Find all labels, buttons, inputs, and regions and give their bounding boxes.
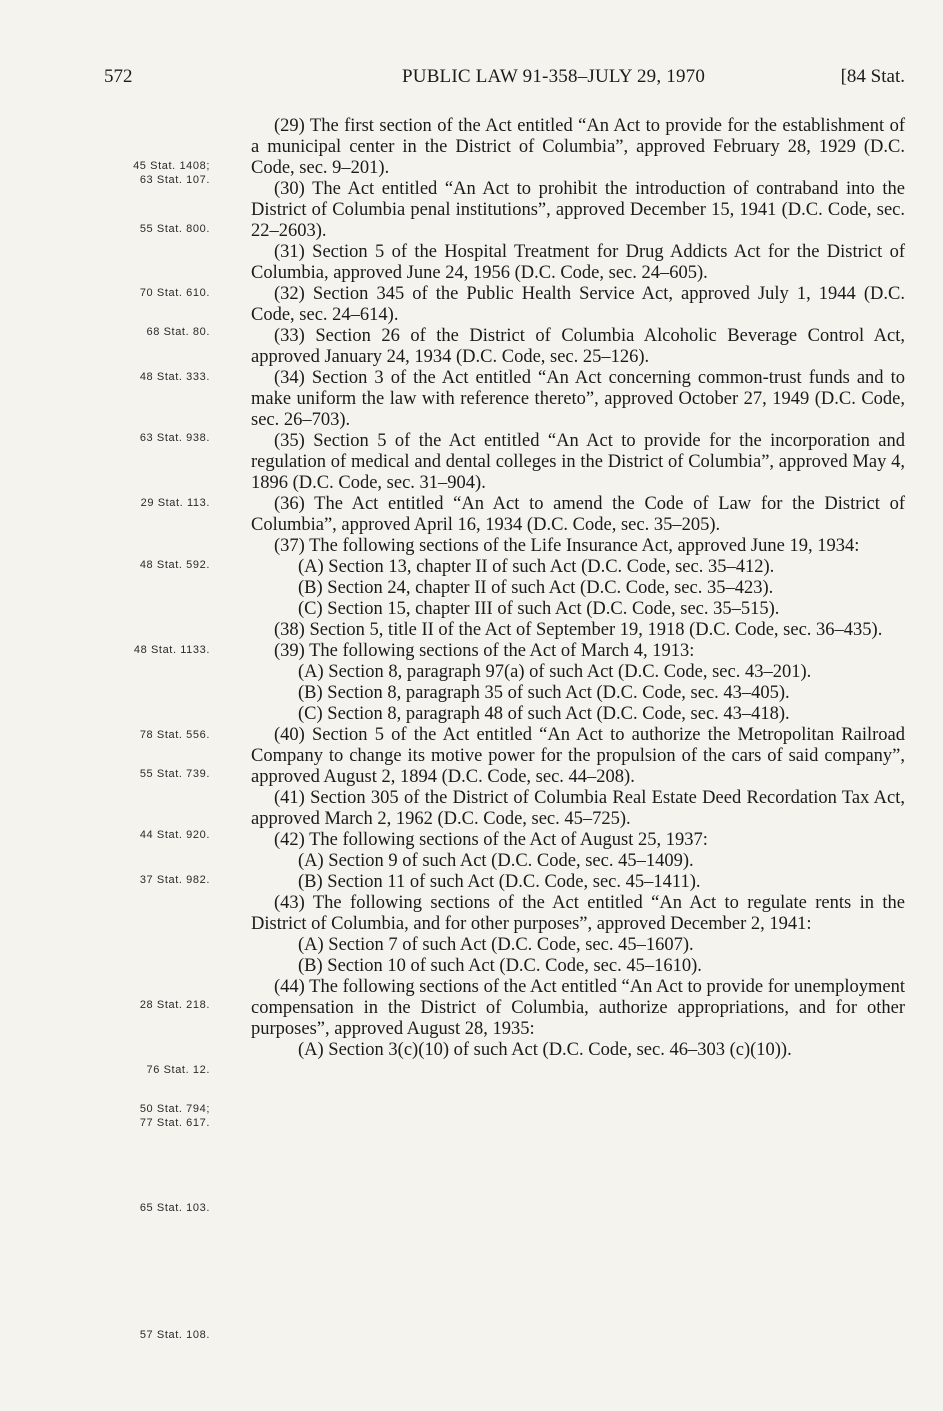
subparagraph-37-b: (B) Section 24, chapter II of such Act (D.C. Code, sec. 35–423).	[298, 578, 774, 598]
margin-note: 76 Stat. 12.	[146, 1064, 210, 1076]
subparagraph-43-b: (B) Section 10 of such Act (D.C. Code, sec. 45–1610).	[298, 956, 702, 976]
page-number: 572	[104, 66, 133, 87]
margin-note: 55 Stat. 739.	[139, 768, 210, 780]
margin-note: 48 Stat. 592.	[139, 559, 210, 571]
paragraph-41: (41) Section 305 of the District of Columbia Real Estate Deed Recordation Tax Act, approved March 2, 1962 (D.C. Code, sec. 45–725).	[251, 788, 905, 829]
paragraph-39: (39) The following sections of the Act of March 4, 1913:	[274, 641, 695, 661]
subparagraph-37-a: (A) Section 13, chapter II of such Act (D.C. Code, sec. 35–412).	[298, 557, 775, 577]
paragraph-37: (37) The following sections of the Life Insurance Act, approved June 19, 1934:	[274, 536, 860, 556]
statute-text	[251, 116, 905, 1061]
margin-note: 48 Stat. 333.	[139, 371, 210, 383]
paragraph-34: (34) Section 3 of the Act entitled “An Act concerning common-trust funds and to make uniform the law with reference thereto”, approved October 27, 1949 (D.C. Code, sec. 26–703).	[251, 368, 905, 430]
volume-reference: [84 Stat.	[840, 66, 905, 87]
margin-note: 57 Stat. 108.	[139, 1329, 210, 1341]
paragraph-36: (36) The Act entitled “An Act to amend the Code of Law for the District of Columbia”, approved April 16, 1934 (D.C. Code, sec. 35–205).	[251, 494, 905, 535]
margin-note: 45 Stat. 1408;	[133, 160, 210, 172]
paragraph-31: (31) Section 5 of the Hospital Treatment for Drug Addicts Act for the District of Columbia, approved June 24, 1956 (D.C. Code, sec. 24–605).	[251, 242, 905, 283]
paragraph-44: (44) The following sections of the Act entitled “An Act to provide for unemployment compensation in the District of Columbia, authorize appropriations, and for other purposes”, approved August 28, 1935:	[251, 977, 905, 1039]
margin-note: 63 Stat. 938.	[139, 432, 210, 444]
subparagraph-42-a: (A) Section 9 of such Act (D.C. Code, sec. 45–1409).	[298, 851, 694, 871]
margin-note: 28 Stat. 218.	[139, 999, 210, 1011]
margin-note: 63 Stat. 107.	[139, 174, 210, 186]
margin-note: 77 Stat. 617.	[139, 1117, 210, 1129]
paragraph-35: (35) Section 5 of the Act entitled “An Act to provide for the incorporation and regulation of medical and dental colleges in the District of Columbia”, approved May 4, 1896 (D.C. Code, sec. 31–904).	[251, 431, 905, 493]
margin-note: 70 Stat. 610.	[139, 287, 210, 299]
margin-note: 48 Stat. 1133.	[133, 644, 210, 656]
subparagraph-37-c: (C) Section 15, chapter III of such Act (D.C. Code, sec. 35–515).	[298, 599, 780, 619]
subparagraph-44-a: (A) Section 3(c)(10) of such Act (D.C. Code, sec. 46–303 (c)(10)).	[298, 1040, 792, 1060]
paragraph-43: (43) The following sections of the Act entitled “An Act to regulate rents in the District of Columbia, and for other purposes”, approved December 2, 1941:	[251, 893, 905, 934]
paragraph-29: (29) The first section of the Act entitled “An Act to provide for the establishment of a municipal center in the District of Columbia”, approved February 28, 1929 (D.C. Code, sec. 9–201).	[251, 116, 905, 178]
running-title: PUBLIC LAW 91-358–JULY 29, 1970	[402, 66, 706, 87]
subparagraph-39-b: (B) Section 8, paragraph 35 of such Act (D.C. Code, sec. 43–405).	[298, 683, 790, 703]
paragraph-40: (40) Section 5 of the Act entitled “An Act to authorize the Metropolitan Railroad Company to change its motive power for the propulsion of the cars of said company”, approved August 2, 1894 (D.C. Code, sec. 44–208).	[251, 725, 905, 787]
subparagraph-39-c: (C) Section 8, paragraph 48 of such Act (D.C. Code, sec. 43–418).	[298, 704, 790, 724]
margin-note: 65 Stat. 103.	[139, 1202, 210, 1214]
margin-note: 50 Stat. 794;	[139, 1103, 210, 1115]
paragraph-42: (42) The following sections of the Act of August 25, 1937:	[274, 830, 708, 850]
margin-note: 37 Stat. 982.	[139, 874, 210, 886]
margin-note: 44 Stat. 920.	[139, 829, 210, 841]
subparagraph-43-a: (A) Section 7 of such Act (D.C. Code, sec. 45–1607).	[298, 935, 694, 955]
subparagraph-42-b: (B) Section 11 of such Act (D.C. Code, sec. 45–1411).	[298, 872, 701, 892]
paragraph-32: (32) Section 345 of the Public Health Service Act, approved July 1, 1944 (D.C. Code, sec. 24–614).	[251, 284, 905, 325]
margin-note: 78 Stat. 556.	[139, 729, 210, 741]
margin-note: 55 Stat. 800.	[139, 223, 210, 235]
paragraph-38: (38) Section 5, title II of the Act of September 19, 1918 (D.C. Code, sec. 36–435).	[274, 620, 883, 640]
paragraph-30: (30) The Act entitled “An Act to prohibit the introduction of contraband into the District of Columbia penal institutions”, approved December 15, 1941 (D.C. Code, sec. 22–2603).	[251, 179, 905, 241]
subparagraph-39-a: (A) Section 8, paragraph 97(a) of such Act (D.C. Code, sec. 43–201).	[298, 662, 812, 682]
margin-note: 68 Stat. 80.	[146, 326, 210, 338]
margin-notes	[0, 0, 230, 1411]
paragraph-33: (33) Section 26 of the District of Columbia Alcoholic Beverage Control Act, approved January 24, 1934 (D.C. Code, sec. 25–126).	[251, 326, 905, 367]
margin-note: 29 Stat. 113.	[140, 497, 210, 509]
